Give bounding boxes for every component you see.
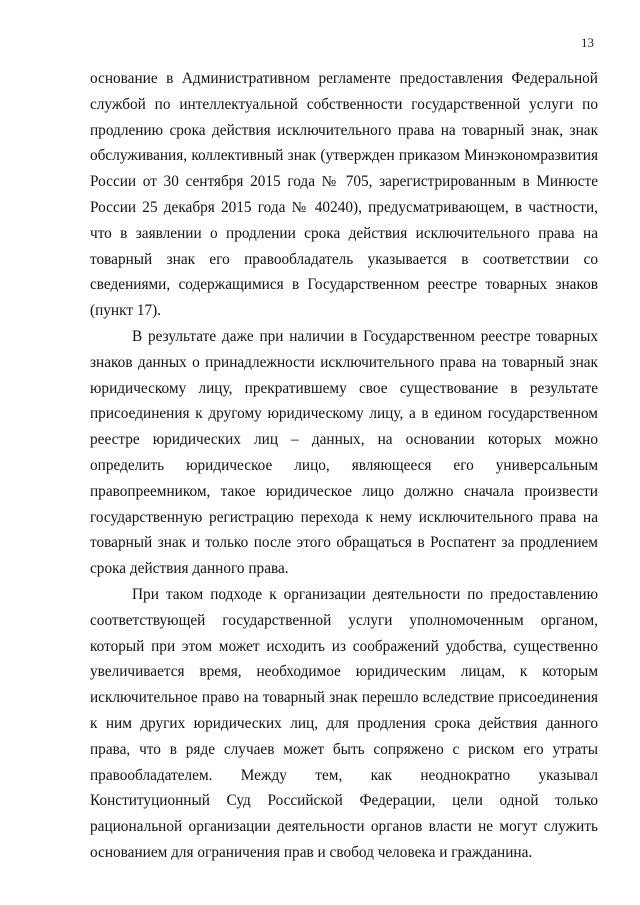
paragraph-2: В результате даже при наличии в Государственном реестре товарных знаков данных о принадлежности исключительного права на товарный знак юридическому лицу, прекратившему свое существование в результате присоединения к другому юридическому лицу, а в едином государственном реестре юридических лиц – данных, на основании которых можно определить юридическое лицо, являющееся его универсальным правопреемником, такое юридическое лицо должно сначала произвести государственную регистрацию перехода к нему исключительного права на товарный знак и только после этого обращаться в Роспатент за продлением срока действия данного права. xyxy=(90,327,598,578)
paragraph-1: основание в Административном регламенте предоставления Федеральной службой по интеллектуальной собственности государственной услуги по продлению срока действия исключительного права на товарный знак, знак обслуживания, коллективный знак (утвержден приказом Минэкономразвития России от 30 сентября 2015 года № 705, зарегистрированным в Минюсте России 25 декабря 2015 года № 40240), предусматривающем, в частности, что в заявлении о продлении срока действия исключительного права на товарный знак его правообладатель указывается в соответствии со сведениями, содержащимися в Государственном реестре товарных знаков (пункт 17). xyxy=(90,70,598,320)
paragraph-3: При таком подходе к организации деятельности по предоставлению соответствующей государственной услуги уполномоченным органом, который при этом может исходить из соображений удобства, существенно увеличивается время, необходимое юридическим лицам, к которым исключительное право на товарный знак перешло вследствие присоединения к ним других юридических лиц, для продления срока действия данного права, что в ряде случаев может быть сопряжено с риском его утраты правообладателем. Между тем, как неоднократно указывал Конституционный Суд Российской Федерации, цели одной только рациональной организации деятельности органов власти не могут служить основанием для ограничения прав и свобод человека и гражданина. xyxy=(90,585,598,861)
page-number: 13 xyxy=(581,35,594,50)
body-text xyxy=(90,66,598,866)
